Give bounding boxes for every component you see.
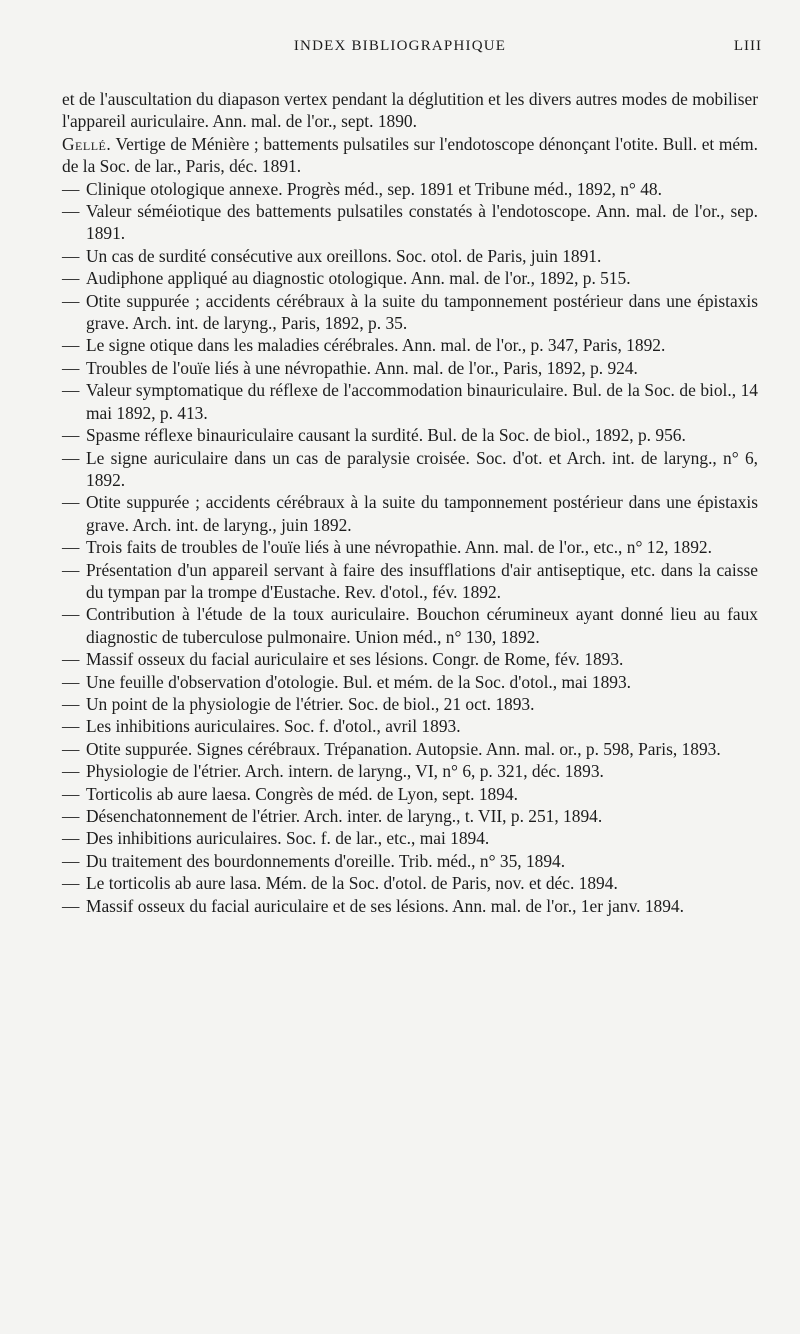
dash-mark: — xyxy=(62,783,80,804)
bib-entry-text: Le torticolis ab aure lasa. Mém. de la Soc. d'otol. de Paris, nov. et déc. 1894. xyxy=(86,873,618,894)
bib-entry xyxy=(62,379,758,424)
bib-entry xyxy=(62,357,758,379)
dash-mark: — xyxy=(62,492,80,513)
bib-entry-text: Massif osseux du facial auriculaire et ses lésions. Congr. de Rome, fév. 1893. xyxy=(86,649,624,670)
bib-entry-text: Troubles de l'ouïe liés à une névropathie. Ann. mal. de l'or., Paris, 1892, p. 924. xyxy=(86,357,638,378)
bib-entry xyxy=(62,245,758,267)
dash-mark: — xyxy=(62,828,80,849)
bib-entry xyxy=(62,200,758,245)
dash-mark: — xyxy=(62,738,80,759)
dash-mark: — xyxy=(62,693,80,714)
bib-entry-text: Clinique otologique annexe. Progrès méd., sep. 1891 et Tribune méd., 1892, n° 48. xyxy=(86,178,662,199)
page-number: LIII xyxy=(733,38,762,54)
author-name: Gellé. xyxy=(62,133,112,154)
dash-mark: — xyxy=(62,671,80,692)
bib-entry-text: Otite suppurée ; accidents cérébraux à la suite du tamponnement postérieur dans une épistaxis grave. Arch. int. de laryng., juin 1892. xyxy=(86,492,758,535)
bib-entry xyxy=(62,290,758,335)
bibliography-text xyxy=(62,88,758,917)
bib-entry-text: Le signe auriculaire dans un cas de paralysie croisée. Soc. d'ot. et Arch. int. de laryng., n° 6, 1892. xyxy=(86,447,758,490)
bib-entry xyxy=(62,715,758,737)
bib-entry xyxy=(62,783,758,805)
page-header xyxy=(0,38,800,62)
bib-entry-text: Torticolis ab aure laesa. Congrès de méd. de Lyon, sept. 1894. xyxy=(86,783,518,804)
running-title: INDEX BIBLIOGRAPHIQUE xyxy=(293,38,507,54)
continuation-entry: et de l'auscultation du diapason vertex pendant la déglutition et les divers autres modes de mobiliser l'appareil auriculaire. Ann. mal. de l'or., sept. 1890. xyxy=(62,89,758,132)
dash-mark: — xyxy=(62,245,80,266)
dash-mark: — xyxy=(62,201,80,222)
dash-mark: — xyxy=(62,649,80,670)
dash-mark: — xyxy=(62,425,80,446)
bib-entry-text: Vertige de Ménière ; battements pulsatiles sur l'endotoscope dénonçant l'otite. Bull. et mém. de la Soc. de lar., Paris, déc. 1891. xyxy=(62,133,758,177)
dash-mark: — xyxy=(62,380,80,401)
bib-entry xyxy=(62,491,758,536)
bib-entry xyxy=(62,850,758,872)
dash-mark: — xyxy=(62,873,80,894)
dash-mark: — xyxy=(62,335,80,356)
dash-mark: — xyxy=(62,268,80,289)
bib-entry xyxy=(62,536,758,558)
bib-entry-text: Les inhibitions auriculaires. Soc. f. d'otol., avril 1893. xyxy=(86,716,461,737)
bib-entry xyxy=(62,267,758,289)
bib-entry xyxy=(62,671,758,693)
bib-entry-text: Trois faits de troubles de l'ouïe liés à une névropathie. Ann. mal. de l'or., etc., n° 12, 1892. xyxy=(86,537,712,558)
bib-entry xyxy=(62,693,758,715)
bib-entry-text: Une feuille d'observation d'otologie. Bul. et mém. de la Soc. d'otol., mai 1893. xyxy=(86,671,632,692)
bib-entry xyxy=(62,559,758,604)
dash-mark: — xyxy=(62,559,80,580)
dash-mark: — xyxy=(62,447,80,468)
bib-entry-text: Un point de la physiologie de l'étrier. Soc. de biol., 21 oct. 1893. xyxy=(86,693,535,714)
dash-mark: — xyxy=(62,761,80,782)
bib-entry-text: Valeur séméiotique des battements pulsatiles constatés à l'endotoscope. Ann. mal. de l'or., sep. 1891. xyxy=(86,201,758,244)
bib-entry xyxy=(62,334,758,356)
bib-entry-text: Du traitement des bourdonnements d'oreille. Trib. méd., n° 35, 1894. xyxy=(86,850,566,871)
author-entry xyxy=(62,133,758,178)
bib-entry xyxy=(62,805,758,827)
dash-mark: — xyxy=(62,537,80,558)
bib-entry-text: Massif osseux du facial auriculaire et de ses lésions. Ann. mal. de l'or., 1er janv. 1894. xyxy=(86,895,684,916)
bib-entry-text: Un cas de surdité consécutive aux oreillons. Soc. otol. de Paris, juin 1891. xyxy=(86,245,602,266)
dash-mark: — xyxy=(62,290,80,311)
bib-entry xyxy=(62,178,758,200)
bib-entry-text: Des inhibitions auriculaires. Soc. f. de lar., etc., mai 1894. xyxy=(86,828,490,849)
bib-entry-text: Audiphone appliqué au diagnostic otologique. Ann. mal. de l'or., 1892, p. 515. xyxy=(86,268,631,289)
bib-entry-text: Otite suppurée ; accidents cérébraux à la suite du tamponnement postérieur dans une épistaxis grave. Arch. int. de laryng., Paris, 1892, p. 35. xyxy=(86,290,758,334)
bib-entry-text: Valeur symptomatique du réflexe de l'accommodation binauriculaire. Bul. de la Soc. de biol., 14 mai 1892, p. 413. xyxy=(86,380,758,423)
bib-entry xyxy=(62,872,758,894)
bib-entry-text: Otite suppurée. Signes cérébraux. Trépanation. Autopsie. Ann. mal. or., p. 598, Paris, 1893. xyxy=(86,738,721,759)
dash-mark: — xyxy=(62,716,80,737)
dash-mark: — xyxy=(62,604,80,625)
bib-entry xyxy=(62,760,758,782)
bib-entry xyxy=(62,738,758,760)
bib-entry-text: Physiologie de l'étrier. Arch. intern. de laryng., VI, n° 6, p. 321, déc. 1893. xyxy=(86,761,604,782)
bib-entry xyxy=(62,648,758,670)
bib-entry-text: Présentation d'un appareil servant à faire des insufflations d'air antiseptique, etc. dans la caisse du tympan par la trompe d'Eustache. Rev. d'otol., fév. 1892. xyxy=(86,559,758,602)
dash-mark: — xyxy=(62,178,80,199)
dash-mark: — xyxy=(62,357,80,378)
bib-entry xyxy=(62,447,758,492)
bib-entry xyxy=(62,827,758,849)
bib-entry xyxy=(62,895,758,917)
bib-entry-text: Le signe otique dans les maladies cérébrales. Ann. mal. de l'or., p. 347, Paris, 1892. xyxy=(86,335,666,356)
bib-entry-text: Désenchatonnement de l'étrier. Arch. inter. de laryng., t. VII, p. 251, 1894. xyxy=(86,806,603,826)
dash-mark: — xyxy=(62,806,80,826)
bib-entry-text: Contribution à l'étude de la toux auriculaire. Bouchon cérumineux ayant donné lieu au faux diagnostic de tuberculose pulmonaire. Union méd., n° 130, 1892. xyxy=(86,604,758,647)
dash-mark: — xyxy=(62,895,80,916)
bib-entry-text: Spasme réflexe binauriculaire causant la surdité. Bul. de la Soc. de biol., 1892, p. 956. xyxy=(86,425,686,446)
bib-entry xyxy=(62,424,758,446)
bib-entry xyxy=(62,603,758,648)
dash-mark: — xyxy=(62,850,80,871)
